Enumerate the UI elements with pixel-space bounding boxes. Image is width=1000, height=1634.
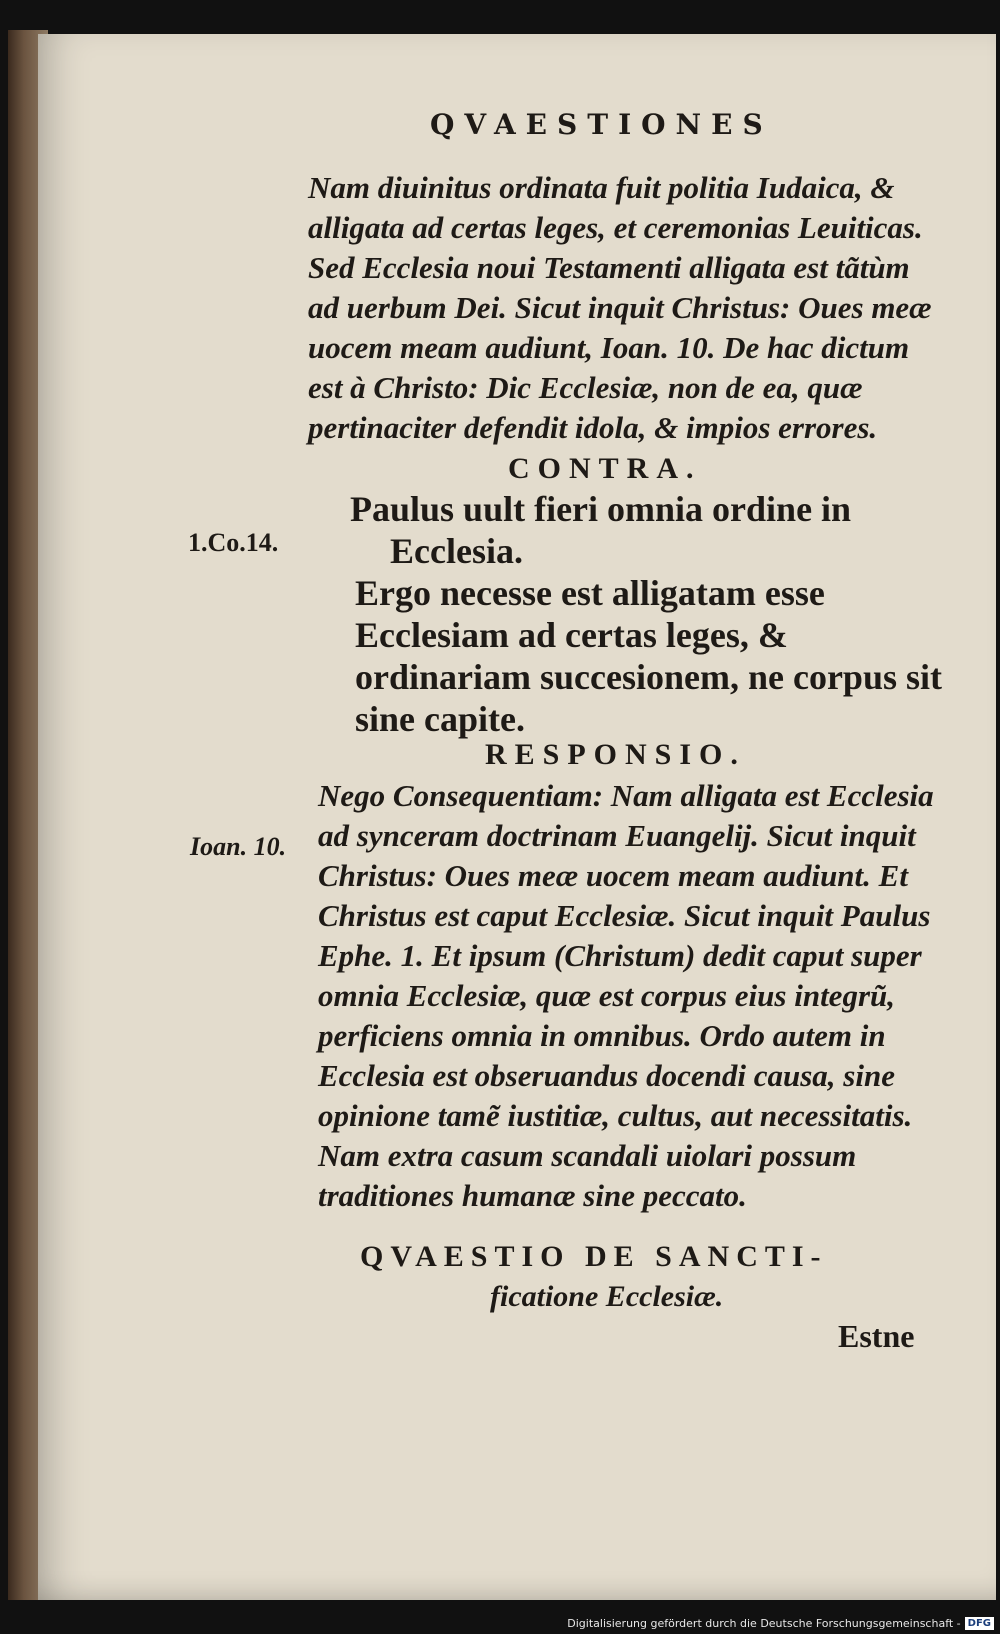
heading-responsio: RESPONSIO. [485, 738, 746, 771]
responsio-paragraph: Nego Consequentiam: Nam alligata est Ecclesia ad synceram doctrinam Euangelij. Sicut inquit Christus: Oues meæ uocem meam audiunt. Et Christus est caput Ecclesiæ. Sicut inquit Paulus Ephe. 1. Et ipsum (Christum) dedit caput super omnia Ecclesiæ, quæ est corpus eius integrũ, perficiens omnia in omnibus. Ordo autem in Ecclesia est obseruandus docendi causa, sine opinione tamẽ iustitiæ, cultus, aut necessitatis. Nam extra casum scandali uiolari possum traditiones humanæ sine peccato. [318, 778, 934, 1213]
margin-note-ioannes: Ioan. 10. [190, 832, 287, 861]
page-header: QVAESTIONES [430, 108, 773, 141]
catchword: Estne [838, 1318, 915, 1354]
contra-paragraph-2: Ergo necesse est alligatam esse Ecclesiam ad certas leges, & ordinariam succesionem, ne corpus sit sine capite. [355, 573, 942, 739]
heading-contra: CONTRA. [508, 452, 702, 485]
quaestio-subheading: ficatione Ecclesiæ. [490, 1280, 724, 1313]
margin-note-corinthians: 1.Co.14. [188, 528, 279, 557]
digitization-footer [567, 1617, 994, 1630]
contra-line-1: Paulus uult fieri omnia ordine in [350, 489, 852, 529]
contra-paragraph [350, 488, 945, 740]
footer-credit: Digitalisierung gefördert durch die Deutsche Forschungsgemeinschaft - [567, 1617, 961, 1630]
dfg-logo: DFG [965, 1617, 994, 1630]
paragraph-1: Nam diuinitus ordinata fuit politia Iudaica, & alligata ad certas leges, et ceremonias Leuiticas. Sed Ecclesia noui Testamenti alligata est tãtùm ad uerbum Dei. Sicut inquit Christus: Oues meæ uocem meam audiunt, Ioan. 10. De hac dictum est à Christo: Dic Ecclesiæ, non de ea, quæ pertinaciter defendit idola, & impios errores. [308, 170, 932, 445]
contra-line-2: Ecclesia. [390, 531, 523, 571]
quaestio-heading: QVAESTIO DE SANCTI- [360, 1240, 828, 1273]
